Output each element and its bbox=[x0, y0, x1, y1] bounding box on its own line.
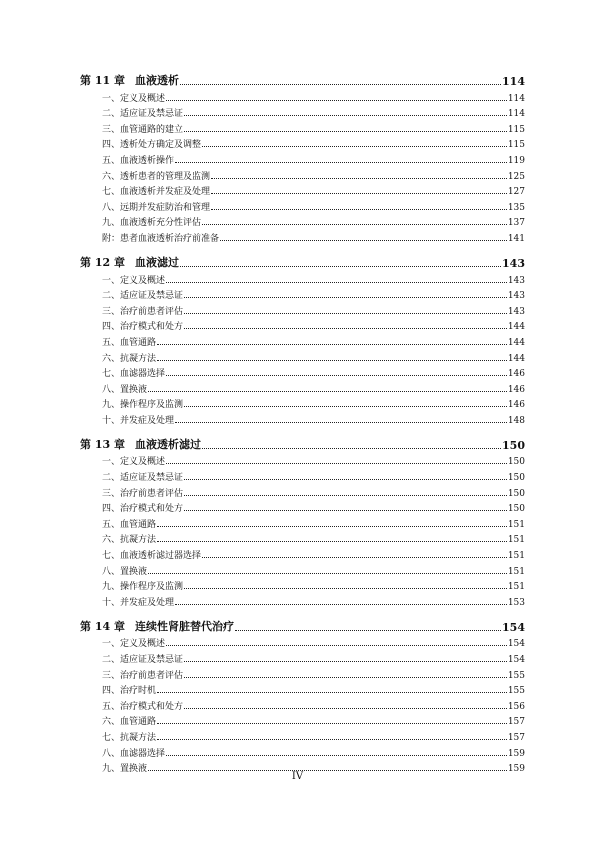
entry-page: 114 bbox=[507, 93, 525, 104]
chapter-number: 第 14 章 bbox=[80, 619, 125, 633]
table-of-contents bbox=[80, 70, 525, 774]
entry-label: 二、适应证及禁忌证 bbox=[102, 291, 184, 302]
toc-entry[interactable] bbox=[80, 727, 525, 743]
entry-page: 146 bbox=[507, 384, 525, 395]
chapter-number: 第 12 章 bbox=[80, 255, 125, 269]
toc-entry[interactable] bbox=[80, 286, 525, 302]
entry-label: 七、血液透析滤过器选择 bbox=[102, 551, 202, 562]
entry-label: 六、透析患者的管理及监测 bbox=[102, 171, 211, 182]
entry-page: 143 bbox=[507, 275, 525, 286]
toc-entry[interactable] bbox=[80, 743, 525, 759]
chapter-page: 143 bbox=[502, 256, 525, 270]
dot-leader bbox=[157, 359, 507, 361]
entry-page: 144 bbox=[507, 353, 525, 364]
entry-page: 143 bbox=[507, 306, 525, 317]
entry-page: 141 bbox=[507, 233, 525, 244]
entry-page: 151 bbox=[507, 551, 525, 562]
entry-page: 159 bbox=[507, 748, 525, 759]
entry-page: 150 bbox=[507, 504, 525, 515]
chapter-title: 血液透析滤过 bbox=[134, 437, 201, 451]
toc-entry[interactable] bbox=[80, 88, 525, 104]
chapter-heading[interactable] bbox=[80, 434, 525, 452]
entry-page: 135 bbox=[507, 202, 525, 213]
dot-leader bbox=[184, 707, 507, 709]
entry-label: 二、适应证及禁忌证 bbox=[102, 655, 184, 665]
toc-entry[interactable] bbox=[80, 228, 525, 244]
toc-entry[interactable] bbox=[80, 364, 525, 380]
entry-page: 155 bbox=[507, 686, 525, 697]
entry-page: 143 bbox=[507, 291, 525, 302]
dot-leader bbox=[184, 296, 507, 298]
chapter-title: 连续性肾脏替代治疗 bbox=[134, 619, 234, 633]
entry-label: 一、定义及概述 bbox=[102, 457, 166, 468]
dot-leader bbox=[166, 281, 507, 283]
toc-entry[interactable] bbox=[80, 712, 525, 728]
toc-entry[interactable] bbox=[80, 104, 525, 120]
toc-entry[interactable] bbox=[80, 545, 525, 561]
chapter-heading[interactable] bbox=[80, 252, 525, 270]
entry-page: 127 bbox=[507, 187, 525, 198]
chapter-title: 血液透析 bbox=[134, 74, 179, 87]
chapter-section bbox=[80, 616, 525, 774]
chapter-page: 114 bbox=[502, 75, 525, 88]
entry-page: 115 bbox=[507, 140, 525, 151]
entry-label: 八、远期并发症防治和管理 bbox=[102, 202, 211, 213]
toc-entry[interactable] bbox=[80, 197, 525, 213]
entry-page: 115 bbox=[507, 124, 525, 135]
entry-label: 二、适应证及禁忌证 bbox=[102, 473, 184, 484]
toc-entry[interactable] bbox=[80, 649, 525, 665]
toc-entry[interactable] bbox=[80, 499, 525, 515]
toc-entry[interactable] bbox=[80, 166, 525, 182]
toc-entry[interactable] bbox=[80, 119, 525, 135]
dot-leader bbox=[157, 540, 507, 542]
dot-leader bbox=[202, 145, 507, 147]
entry-page: 137 bbox=[507, 218, 525, 229]
entry-label: 十、并发症及处理 bbox=[102, 415, 175, 426]
dot-leader bbox=[157, 738, 507, 740]
dot-leader bbox=[202, 447, 501, 449]
entry-page: 150 bbox=[507, 488, 525, 499]
entry-page: 119 bbox=[507, 155, 525, 166]
toc-entry[interactable] bbox=[80, 634, 525, 650]
toc-entry[interactable] bbox=[80, 301, 525, 317]
chapter-number: 第 11 章 bbox=[80, 74, 125, 87]
dot-leader bbox=[175, 421, 507, 423]
dot-leader bbox=[184, 114, 507, 116]
entry-label: 二、适应证及禁忌证 bbox=[102, 109, 184, 120]
entry-label: 九、置换液 bbox=[102, 764, 148, 775]
entry-label: 五、治疗模式和处方 bbox=[102, 701, 184, 712]
entry-page: 156 bbox=[507, 701, 525, 712]
dot-leader bbox=[148, 390, 507, 392]
entry-page: 153 bbox=[507, 597, 525, 608]
dot-leader bbox=[184, 312, 507, 314]
entry-page: 150 bbox=[507, 473, 525, 484]
entry-label: 九、操作程序及监测 bbox=[102, 400, 184, 411]
entry-label: 三、治疗前患者评估 bbox=[102, 306, 184, 317]
entry-page: 159 bbox=[507, 764, 525, 775]
entry-page: 148 bbox=[507, 415, 525, 426]
entry-page: 151 bbox=[507, 519, 525, 530]
toc-entry[interactable] bbox=[80, 665, 525, 681]
entry-label: 八、置换液 bbox=[102, 384, 148, 395]
entry-page: 151 bbox=[507, 582, 525, 593]
entry-label: 五、血液透析操作 bbox=[102, 155, 175, 166]
dot-leader bbox=[175, 161, 507, 163]
entry-page: 146 bbox=[507, 400, 525, 411]
dot-leader bbox=[166, 374, 507, 376]
toc-entry[interactable] bbox=[80, 577, 525, 593]
dot-leader bbox=[220, 239, 507, 241]
dot-leader bbox=[184, 509, 507, 511]
entry-label: 四、治疗时机 bbox=[102, 686, 157, 697]
dot-leader bbox=[184, 494, 507, 496]
dot-leader bbox=[202, 223, 507, 225]
toc-entry[interactable] bbox=[80, 332, 525, 348]
toc-entry[interactable] bbox=[80, 150, 525, 166]
toc-entry[interactable] bbox=[80, 270, 525, 286]
dot-leader bbox=[157, 691, 507, 693]
entry-label: 七、抗凝方法 bbox=[102, 732, 157, 743]
toc-entry[interactable] bbox=[80, 530, 525, 546]
chapter-section bbox=[80, 434, 525, 608]
entry-label: 九、血液透析充分性评估 bbox=[102, 218, 202, 229]
dot-leader bbox=[211, 192, 507, 194]
entry-page: 157 bbox=[507, 732, 525, 743]
dot-leader bbox=[184, 660, 507, 662]
entry-page: 151 bbox=[507, 566, 525, 577]
entry-label: 附：患者血液透析治疗前准备 bbox=[102, 233, 220, 244]
dot-leader bbox=[166, 754, 507, 756]
dot-leader bbox=[157, 525, 507, 527]
entry-label: 六、抗凝方法 bbox=[102, 353, 157, 364]
chapter-heading[interactable] bbox=[80, 616, 525, 634]
entry-label: 五、血管通路 bbox=[102, 337, 157, 348]
entry-page: 125 bbox=[507, 171, 525, 182]
chapter-heading[interactable] bbox=[80, 70, 525, 88]
entry-label: 四、透析处方确定及调整 bbox=[102, 140, 202, 151]
entry-label: 十、并发症及处理 bbox=[102, 597, 175, 608]
toc-entry[interactable] bbox=[80, 317, 525, 333]
toc-entry[interactable] bbox=[80, 483, 525, 499]
dot-leader bbox=[184, 130, 507, 132]
entry-label: 七、血液透析并发症及处理 bbox=[102, 187, 211, 198]
chapter-section bbox=[80, 252, 525, 426]
toc-entry[interactable] bbox=[80, 514, 525, 530]
toc-entry[interactable] bbox=[80, 696, 525, 712]
entry-label: 六、抗凝方法 bbox=[102, 535, 157, 546]
entry-page: 155 bbox=[507, 670, 525, 681]
dot-leader bbox=[184, 405, 507, 407]
entry-label: 八、血滤器选择 bbox=[102, 748, 166, 759]
toc-entry[interactable] bbox=[80, 182, 525, 198]
entry-label: 四、治疗模式和处方 bbox=[102, 322, 184, 333]
entry-label: 四、治疗模式和处方 bbox=[102, 504, 184, 515]
entry-page: 144 bbox=[507, 337, 525, 348]
entry-page: 154 bbox=[507, 655, 525, 665]
dot-leader bbox=[184, 327, 507, 329]
entry-label: 八、置换液 bbox=[102, 566, 148, 577]
toc-entry[interactable] bbox=[80, 213, 525, 229]
page-number: IV bbox=[291, 771, 304, 782]
dot-leader bbox=[148, 572, 507, 574]
entry-page: 154 bbox=[507, 639, 525, 650]
chapter-number: 第 13 章 bbox=[80, 437, 125, 451]
entry-label: 三、治疗前患者评估 bbox=[102, 670, 184, 681]
toc-entry[interactable] bbox=[80, 592, 525, 608]
dot-leader bbox=[166, 644, 507, 646]
toc-entry[interactable] bbox=[80, 410, 525, 426]
dot-leader bbox=[166, 99, 507, 101]
dot-leader bbox=[235, 629, 501, 631]
toc-entry[interactable] bbox=[80, 681, 525, 697]
dot-leader bbox=[184, 587, 507, 589]
entry-label: 一、定义及概述 bbox=[102, 639, 166, 650]
entry-page: 146 bbox=[507, 369, 525, 380]
dot-leader bbox=[202, 556, 507, 558]
toc-entry[interactable] bbox=[80, 135, 525, 151]
dot-leader bbox=[175, 603, 507, 605]
dot-leader bbox=[180, 83, 501, 85]
dot-leader bbox=[184, 478, 507, 480]
entry-label: 七、血滤器选择 bbox=[102, 369, 166, 380]
dot-leader bbox=[184, 676, 507, 678]
dot-leader bbox=[157, 722, 507, 724]
entry-page: 114 bbox=[507, 109, 525, 120]
entry-label: 九、操作程序及监测 bbox=[102, 582, 184, 593]
entry-page: 144 bbox=[507, 322, 525, 333]
toc-entry[interactable] bbox=[80, 561, 525, 577]
entry-label: 三、治疗前患者评估 bbox=[102, 488, 184, 499]
entry-page: 157 bbox=[507, 717, 525, 728]
dot-leader bbox=[211, 177, 507, 179]
entry-label: 一、定义及概述 bbox=[102, 275, 166, 286]
chapter-page: 154 bbox=[502, 620, 525, 634]
dot-leader bbox=[211, 208, 507, 210]
toc-entry[interactable] bbox=[80, 395, 525, 411]
toc-entry[interactable] bbox=[80, 379, 525, 395]
dot-leader bbox=[180, 265, 501, 267]
chapter-title: 血液滤过 bbox=[134, 255, 179, 269]
chapter-section bbox=[80, 70, 525, 244]
chapter-page: 150 bbox=[502, 438, 525, 452]
entry-label: 五、血管通路 bbox=[102, 519, 157, 530]
toc-entry[interactable] bbox=[80, 467, 525, 483]
dot-leader bbox=[166, 462, 507, 464]
entry-label: 六、血管通路 bbox=[102, 717, 157, 728]
toc-entry[interactable] bbox=[80, 348, 525, 364]
entry-label: 三、血管通路的建立 bbox=[102, 124, 184, 135]
entry-page: 151 bbox=[507, 535, 525, 546]
entry-label: 一、定义及概述 bbox=[102, 93, 166, 104]
dot-leader bbox=[157, 343, 507, 345]
entry-page: 150 bbox=[507, 457, 525, 468]
toc-entry[interactable] bbox=[80, 452, 525, 468]
